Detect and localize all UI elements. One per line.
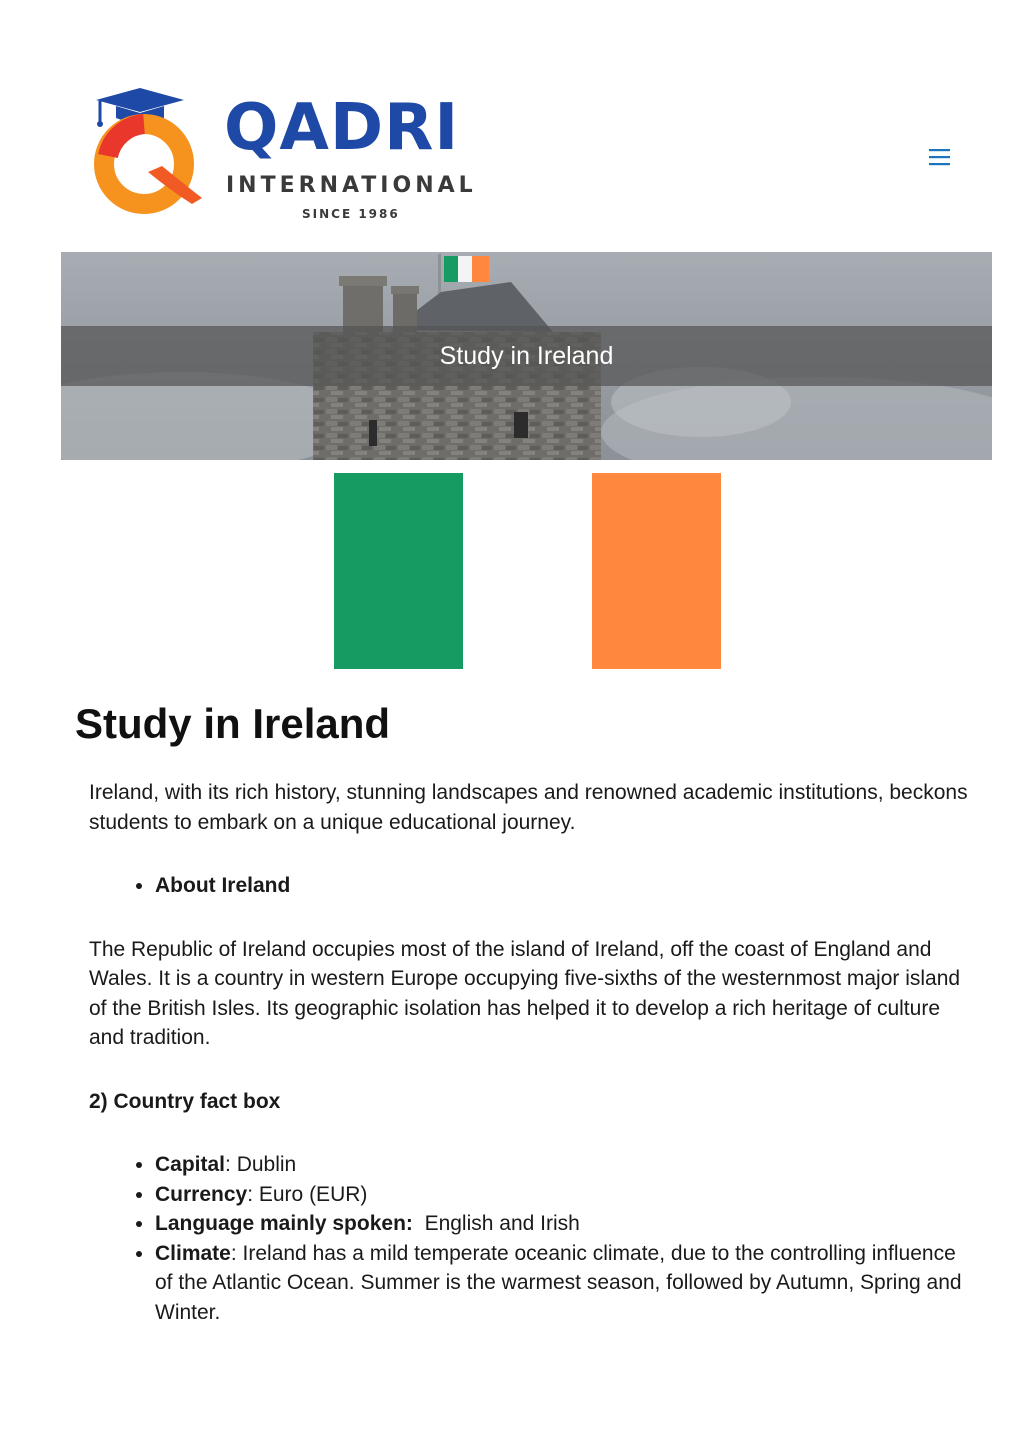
page-content [89, 778, 979, 1327]
page-title: Study in Ireland [75, 700, 391, 747]
logo-wordmark: QADRI [224, 91, 460, 165]
fact-item-capital [155, 1150, 979, 1180]
fact-value: Euro (EUR) [258, 1182, 368, 1206]
about-heading: About Ireland [155, 874, 291, 897]
fact-item-climate [155, 1239, 979, 1328]
intro-paragraph: Ireland, with its rich history, stunning landscapes and renowned academic institutions, beckons students to embark on a unique educational journey. [89, 781, 968, 834]
list-item [155, 871, 979, 901]
hero-banner [61, 252, 992, 460]
fact-box-list [89, 1150, 979, 1327]
fact-item-language [155, 1209, 979, 1239]
flag-green-stripe [334, 473, 463, 669]
hero-title: Study in Ireland [439, 342, 614, 370]
logo-since: SINCE 1986 [302, 207, 400, 221]
fact-separator: : [225, 1153, 237, 1176]
fact-separator [413, 1212, 425, 1235]
site-header [0, 0, 1024, 250]
fact-label: Capital [155, 1153, 226, 1176]
logo-graduation-cap-icon [92, 86, 212, 216]
fact-separator: : [247, 1182, 259, 1206]
fact-separator: : [230, 1241, 243, 1265]
about-paragraph: The Republic of Ireland occupies most of the island of Ireland, off the coast of England and Wales. It is a country in western Europe occupying five-sixths of the westernmost major island of the British Isles. Its geographic isolation has helped it to develop a rich heritage of culture and tradition. [89, 937, 961, 1049]
fact-item-currency [155, 1180, 979, 1210]
about-list [89, 871, 979, 901]
fact-label: Climate [155, 1241, 231, 1265]
flag-white-stripe [463, 473, 592, 669]
fact-value: Ireland has a mild temperate oceanic climate, due to the controlling influence of the Atlantic Ocean. Summer is the warmest season, followed by Autumn, Spring and Winter. [155, 1241, 962, 1324]
fact-label: Currency [155, 1182, 248, 1206]
main-menu-toggle-button[interactable] [922, 140, 958, 174]
flag-orange-stripe [592, 473, 721, 669]
fact-label: Language mainly spoken: [155, 1212, 413, 1235]
site-logo-link[interactable] [92, 86, 477, 226]
fact-value: Dublin [236, 1153, 297, 1176]
ireland-flag-image [334, 473, 721, 669]
fact-value: English and Irish [424, 1212, 580, 1235]
fact-box-heading: 2) Country fact box [89, 1089, 281, 1113]
hamburger-menu-icon [922, 140, 958, 174]
logo-subtitle: INTERNATIONAL [226, 173, 477, 198]
